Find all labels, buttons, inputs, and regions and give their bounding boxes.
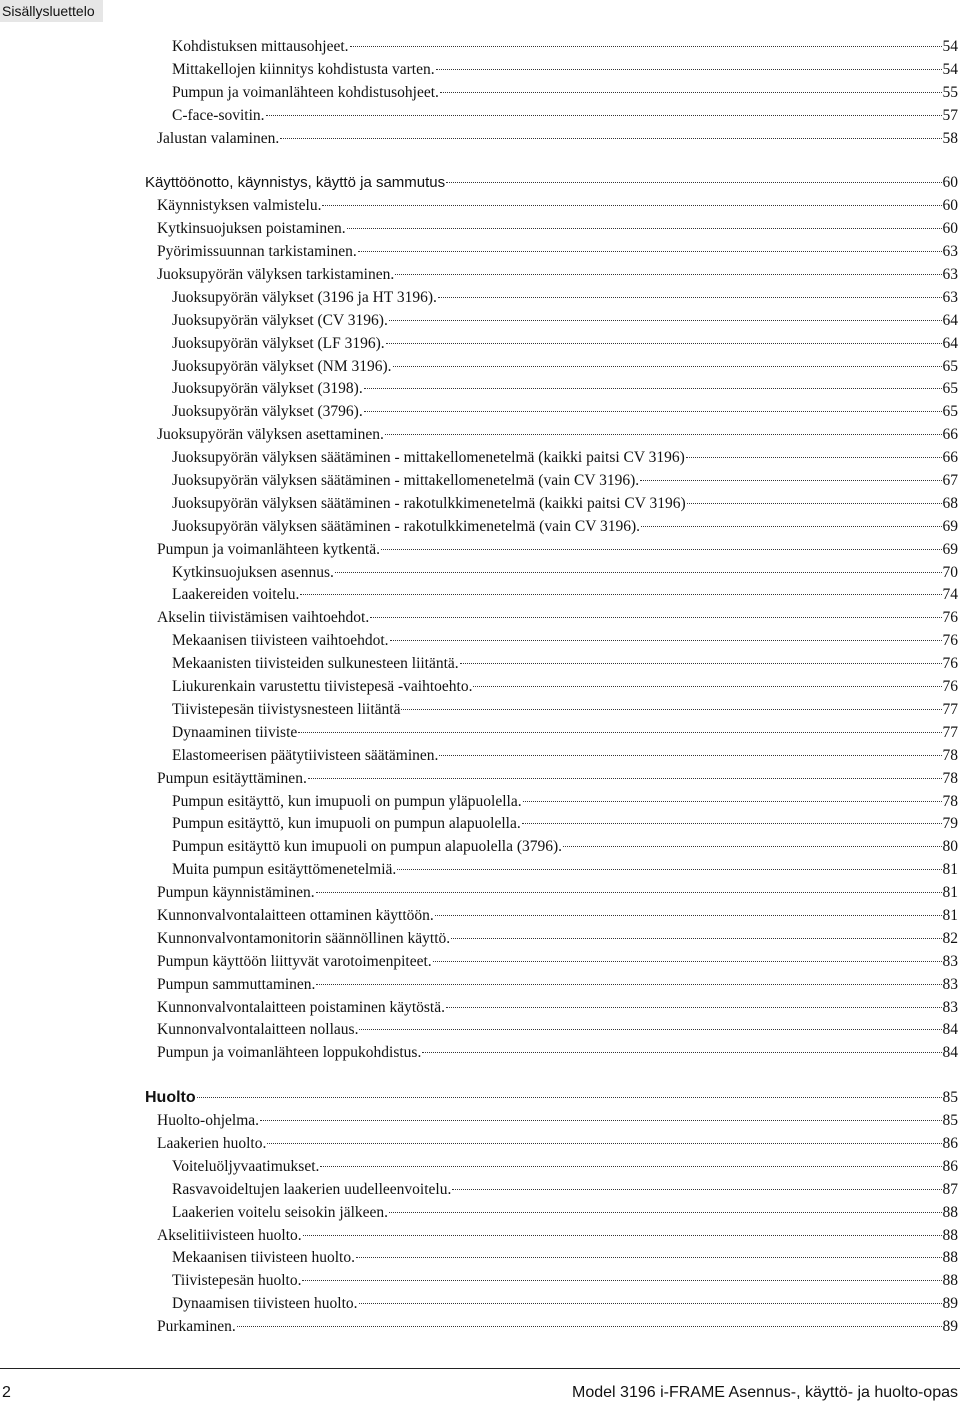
section-header bbox=[0, 0, 103, 22]
toc-entry-title: Käyttöönotto, käynnistys, käyttö ja sammutus bbox=[145, 174, 446, 192]
toc-entry-title: Jalustan valaminen. bbox=[157, 129, 280, 147]
toc-entry-page: 80 bbox=[942, 838, 958, 856]
dot-leader bbox=[439, 755, 941, 756]
dot-leader bbox=[451, 938, 941, 939]
toc-entry-page: 63 bbox=[942, 243, 958, 261]
toc-entry-page: 76 bbox=[942, 655, 958, 673]
dot-leader bbox=[335, 572, 942, 573]
toc-entry-title: Pumpun sammuttaminen. bbox=[157, 975, 316, 993]
toc-entry[interactable] bbox=[0, 607, 960, 630]
dot-leader bbox=[300, 594, 941, 595]
toc-entry-title: Dynaamisen tiivisteen huolto. bbox=[172, 1295, 358, 1313]
dot-leader bbox=[303, 1235, 942, 1236]
dot-leader bbox=[473, 686, 941, 687]
toc-entry[interactable] bbox=[0, 1133, 960, 1156]
toc-entry[interactable] bbox=[0, 105, 960, 128]
dot-leader bbox=[316, 984, 941, 985]
toc-entry-title: Juoksupyörän välykset (CV 3196). bbox=[172, 311, 388, 329]
toc-entry[interactable] bbox=[0, 218, 960, 241]
toc-entry[interactable] bbox=[0, 356, 960, 379]
toc-entry-title: Mekaanisen tiivisteen huolto. bbox=[172, 1249, 355, 1267]
toc-entry-title: Käynnistyksen valmistelu. bbox=[157, 197, 322, 215]
toc-entry-page: 84 bbox=[942, 1021, 958, 1039]
toc-entry-page: 70 bbox=[942, 563, 958, 581]
dot-leader bbox=[267, 1143, 941, 1144]
dot-leader bbox=[435, 915, 942, 916]
toc-entry-title: Kytkinsuojuksen poistaminen. bbox=[157, 220, 346, 238]
dot-leader bbox=[266, 115, 942, 116]
toc-entry-title: Kunnonvalvontalaitteen ottaminen käyttöön. bbox=[157, 906, 434, 924]
dot-leader bbox=[320, 1166, 941, 1167]
toc-entry-title: Huolto bbox=[145, 1089, 196, 1107]
toc-entry-page: 74 bbox=[942, 586, 958, 604]
toc-entry-page: 68 bbox=[942, 494, 958, 512]
toc-entry-page: 60 bbox=[942, 197, 958, 215]
dot-leader bbox=[433, 961, 942, 962]
dot-leader bbox=[395, 274, 941, 275]
toc-entry-title: Pumpun käynnistäminen. bbox=[157, 884, 315, 902]
toc-entry[interactable] bbox=[0, 1270, 960, 1293]
toc-entry-page: 76 bbox=[942, 609, 958, 627]
toc-entry-title: Juoksupyörän välykset (NM 3196). bbox=[172, 357, 392, 375]
toc-entry[interactable] bbox=[0, 653, 960, 676]
toc-entry-page: 79 bbox=[942, 815, 958, 833]
toc-entry[interactable] bbox=[0, 1110, 960, 1133]
dot-leader bbox=[436, 69, 942, 70]
toc-entry-title: Pumpun ja voimanlähteen kytkentä. bbox=[157, 540, 380, 558]
dot-leader bbox=[386, 343, 942, 344]
toc-entry[interactable] bbox=[0, 836, 960, 859]
dot-leader bbox=[438, 297, 942, 298]
toc-entry-title: Kytkinsuojuksen asennus. bbox=[172, 563, 334, 581]
toc-entry-page: 66 bbox=[942, 426, 958, 444]
toc-entry-page: 88 bbox=[942, 1249, 958, 1267]
toc-entry-page: 81 bbox=[942, 906, 958, 924]
toc-entry[interactable] bbox=[0, 264, 960, 287]
toc-entry-title: C-face-sovitin. bbox=[172, 106, 265, 124]
toc-entry-page: 69 bbox=[942, 517, 958, 535]
dot-leader bbox=[316, 892, 942, 893]
dot-leader bbox=[440, 92, 942, 93]
toc-entry-title: Juoksupyörän välyksen säätäminen - rakotulkkimenetelmä (kaikki paitsi CV 3196) bbox=[172, 494, 686, 512]
toc-entry[interactable] bbox=[0, 1156, 960, 1179]
dot-leader bbox=[364, 388, 942, 389]
toc-entry-title: Juoksupyörän välyksen asettaminen. bbox=[157, 426, 384, 444]
toc-entry-title: Laakereiden voitelu. bbox=[172, 586, 300, 604]
toc-entry-title: Laakerien voitelu seisokin jälkeen. bbox=[172, 1203, 389, 1221]
dot-leader bbox=[460, 663, 942, 664]
toc-entry-page: 86 bbox=[942, 1134, 958, 1152]
footer-divider bbox=[0, 1368, 960, 1369]
toc-entry-title: Akselin tiivistämisen vaihtoehdot. bbox=[157, 609, 370, 627]
toc-entry-page: 54 bbox=[942, 60, 958, 78]
toc-entry[interactable] bbox=[0, 310, 960, 333]
toc-entry-page: 89 bbox=[942, 1295, 958, 1313]
dot-leader bbox=[358, 251, 942, 252]
toc-entry-page: 85 bbox=[942, 1089, 958, 1107]
toc-entry-page: 76 bbox=[942, 632, 958, 650]
dot-leader bbox=[452, 1189, 941, 1190]
toc-entry-page: 88 bbox=[942, 1272, 958, 1290]
toc-entry[interactable] bbox=[0, 59, 960, 82]
toc-entry-title: Pumpun ja voimanlähteen loppukohdistus. bbox=[157, 1044, 422, 1062]
dot-leader bbox=[356, 1257, 942, 1258]
toc-entry[interactable] bbox=[0, 172, 960, 195]
dot-leader bbox=[237, 1326, 942, 1327]
dot-leader bbox=[359, 1029, 941, 1030]
toc-entry-page: 78 bbox=[942, 769, 958, 787]
toc-entry[interactable] bbox=[0, 1042, 960, 1065]
toc-entry-title: Pumpun esitäyttö, kun imupuoli on pumpun yläpuolella. bbox=[172, 792, 522, 810]
toc-entry-page: 88 bbox=[942, 1203, 958, 1221]
dot-leader bbox=[397, 869, 941, 870]
toc-entry-title: Muita pumpun esitäyttömenetelmiä. bbox=[172, 861, 397, 879]
toc-entry[interactable] bbox=[0, 401, 960, 424]
toc-entry[interactable] bbox=[0, 1247, 960, 1270]
toc-entry-title: Dynaaminen tiiviste bbox=[172, 723, 298, 741]
toc-entry-page: 77 bbox=[942, 723, 958, 741]
toc-entry[interactable] bbox=[0, 36, 960, 59]
toc-entry-title: Juoksupyörän välykset (3196 ja HT 3196). bbox=[172, 288, 437, 306]
dot-leader bbox=[401, 709, 941, 710]
toc-entry-title: Juoksupyörän välyksen säätäminen - rakotulkkimenetelmä (vain CV 3196). bbox=[172, 517, 641, 535]
toc-entry[interactable] bbox=[0, 813, 960, 836]
dot-leader bbox=[280, 138, 941, 139]
dot-leader bbox=[385, 434, 942, 435]
toc-entry-title: Pyörimissuunnan tarkistaminen. bbox=[157, 243, 357, 261]
toc-entry[interactable] bbox=[0, 82, 960, 105]
dot-leader bbox=[389, 1212, 941, 1213]
toc-entry-page: 64 bbox=[942, 334, 958, 352]
dot-leader bbox=[640, 480, 941, 481]
dot-leader bbox=[298, 732, 941, 733]
toc-entry-page: 57 bbox=[942, 106, 958, 124]
toc-entry[interactable] bbox=[0, 539, 960, 562]
toc-entry[interactable] bbox=[0, 997, 960, 1020]
dot-leader bbox=[389, 320, 942, 321]
toc-entry[interactable] bbox=[0, 424, 960, 447]
dot-leader bbox=[446, 1007, 942, 1008]
dot-leader bbox=[322, 205, 941, 206]
dot-leader bbox=[641, 526, 941, 527]
dot-leader bbox=[686, 457, 942, 458]
dot-leader bbox=[563, 846, 941, 847]
toc-entry[interactable] bbox=[0, 470, 960, 493]
toc-entry-title: Voiteluöljyvaatimukset. bbox=[172, 1157, 320, 1175]
footer-page-number: 2 bbox=[2, 1384, 11, 1401]
toc-entry-page: 77 bbox=[942, 700, 958, 718]
toc-entry-title: Kunnonvalvontalaitteen nollaus. bbox=[157, 1021, 359, 1039]
toc-entry-title: Pumpun esitäyttäminen. bbox=[157, 769, 307, 787]
toc-entry[interactable] bbox=[0, 1293, 960, 1316]
toc-entry-page: 65 bbox=[942, 357, 958, 375]
toc-entry-title: Juoksupyörän välykset (3198). bbox=[172, 380, 363, 398]
toc-entry-page: 78 bbox=[942, 792, 958, 810]
toc-entry[interactable] bbox=[0, 128, 960, 151]
dot-leader bbox=[370, 617, 941, 618]
dot-leader bbox=[390, 640, 942, 641]
toc-entry-page: 55 bbox=[942, 83, 958, 101]
toc-entry-title: Juoksupyörän välykset (3796). bbox=[172, 403, 363, 421]
section-title: Sisällysluettelo bbox=[2, 3, 95, 19]
toc-entry-title: Kunnonvalvontamonitorin säännöllinen käyttö. bbox=[157, 929, 451, 947]
dot-leader bbox=[359, 1303, 942, 1304]
toc-entry-title: Liukurenkain varustettu tiivistepesä -vaihtoehto. bbox=[172, 678, 473, 696]
toc-entry-page: 88 bbox=[942, 1226, 958, 1244]
toc-entry-page: 86 bbox=[942, 1157, 958, 1175]
toc-entry[interactable] bbox=[0, 745, 960, 768]
toc-entry-page: 81 bbox=[942, 884, 958, 902]
dot-leader bbox=[347, 228, 942, 229]
toc-entry[interactable] bbox=[0, 378, 960, 401]
toc-entry[interactable] bbox=[0, 287, 960, 310]
toc-entry[interactable] bbox=[0, 722, 960, 745]
toc-entry[interactable] bbox=[0, 1087, 960, 1110]
toc-entry-page: 63 bbox=[942, 266, 958, 284]
toc-entry-page: 60 bbox=[942, 174, 958, 192]
toc-entry-page: 84 bbox=[942, 1044, 958, 1062]
toc-entry-title: Juoksupyörän välyksen tarkistaminen. bbox=[157, 266, 395, 284]
toc-entry-page: 83 bbox=[942, 975, 958, 993]
dot-leader bbox=[687, 503, 942, 504]
toc-entry[interactable] bbox=[0, 562, 960, 585]
dot-leader bbox=[260, 1120, 941, 1121]
toc-entry-title: Huolto-ohjelma. bbox=[157, 1112, 260, 1130]
dot-leader bbox=[393, 366, 942, 367]
toc-entry-page: 60 bbox=[942, 220, 958, 238]
toc-entry[interactable] bbox=[0, 1225, 960, 1248]
toc-entry-title: Kunnonvalvontalaitteen poistaminen käytöstä. bbox=[157, 998, 445, 1016]
toc-entry-title: Akselitiivisteen huolto. bbox=[157, 1226, 302, 1244]
table-of-contents bbox=[0, 36, 960, 1339]
toc-entry-title: Tiivistepesän huolto. bbox=[172, 1272, 302, 1290]
toc-entry-title: Juoksupyörän välykset (LF 3196). bbox=[172, 334, 385, 352]
toc-entry-page: 87 bbox=[942, 1180, 958, 1198]
toc-entry-page: 76 bbox=[942, 678, 958, 696]
toc-entry-page: 67 bbox=[942, 472, 958, 490]
toc-entry-title: Juoksupyörän välyksen säätäminen - mittakellomenetelmä (vain CV 3196). bbox=[172, 472, 640, 490]
toc-entry-page: 78 bbox=[942, 746, 958, 764]
dot-leader bbox=[446, 182, 941, 183]
toc-entry-title: Elastomeerisen päätytiivisteen säätäminen. bbox=[172, 746, 439, 764]
toc-entry-page: 63 bbox=[942, 288, 958, 306]
toc-entry-title: Pumpun esitäyttö kun imupuoli on pumpun alapuolella (3796). bbox=[172, 838, 563, 856]
toc-entry[interactable] bbox=[0, 859, 960, 882]
toc-entry[interactable] bbox=[0, 951, 960, 974]
toc-entry-title: Pumpun käyttöön liittyvät varotoimenpiteet. bbox=[157, 952, 432, 970]
toc-entry[interactable] bbox=[0, 584, 960, 607]
toc-entry-page: 64 bbox=[942, 311, 958, 329]
footer-document-title: Model 3196 i-FRAME Asennus-, käyttö- ja huolto-opas bbox=[572, 1384, 958, 1401]
dot-leader bbox=[522, 823, 942, 824]
toc-entry-title: Purkaminen. bbox=[157, 1318, 236, 1336]
toc-entry[interactable] bbox=[0, 630, 960, 653]
toc-entry-page: 83 bbox=[942, 952, 958, 970]
toc-entry[interactable] bbox=[0, 791, 960, 814]
toc-entry[interactable] bbox=[0, 1179, 960, 1202]
toc-entry[interactable] bbox=[0, 447, 960, 470]
toc-entry-title: Rasvavoideltujen laakerien uudelleenvoitelu. bbox=[172, 1180, 452, 1198]
toc-entry[interactable] bbox=[0, 333, 960, 356]
toc-entry[interactable] bbox=[0, 768, 960, 791]
toc-entry[interactable] bbox=[0, 882, 960, 905]
toc-entry-page: 89 bbox=[942, 1318, 958, 1336]
toc-entry[interactable] bbox=[0, 1019, 960, 1042]
toc-entry-title: Mittakellojen kiinnitys kohdistusta varten. bbox=[172, 60, 435, 78]
toc-entry[interactable] bbox=[0, 493, 960, 516]
toc-entry[interactable] bbox=[0, 974, 960, 997]
toc-entry[interactable] bbox=[0, 195, 960, 218]
toc-entry-page: 83 bbox=[942, 998, 958, 1016]
toc-entry-page: 85 bbox=[942, 1112, 958, 1130]
toc-entry-title: Laakerien huolto. bbox=[157, 1134, 267, 1152]
toc-entry-page: 82 bbox=[942, 929, 958, 947]
toc-entry[interactable] bbox=[0, 699, 960, 722]
toc-entry[interactable] bbox=[0, 516, 960, 539]
toc-entry-title: Pumpun esitäyttö, kun imupuoli on pumpun alapuolella. bbox=[172, 815, 521, 833]
toc-entry[interactable] bbox=[0, 1202, 960, 1225]
toc-entry-page: 81 bbox=[942, 861, 958, 879]
toc-entry[interactable] bbox=[0, 928, 960, 951]
toc-entry[interactable] bbox=[0, 241, 960, 264]
dot-leader bbox=[350, 46, 942, 47]
toc-entry[interactable] bbox=[0, 905, 960, 928]
dot-leader bbox=[197, 1097, 942, 1098]
toc-entry-title: Pumpun ja voimanlähteen kohdistusohjeet. bbox=[172, 83, 439, 101]
dot-leader bbox=[422, 1052, 941, 1053]
toc-entry-page: 65 bbox=[942, 380, 958, 398]
dot-leader bbox=[523, 801, 942, 802]
toc-entry-title: Kohdistuksen mittausohjeet. bbox=[172, 38, 349, 55]
dot-leader bbox=[302, 1280, 941, 1281]
toc-entry-title: Mekaanisen tiivisteen vaihtoehdot. bbox=[172, 632, 389, 650]
toc-entry[interactable] bbox=[0, 676, 960, 699]
toc-entry-title: Mekaanisten tiivisteiden sulkunesteen liitäntä. bbox=[172, 655, 459, 673]
toc-entry-page: 66 bbox=[942, 449, 958, 467]
dot-leader bbox=[308, 778, 942, 779]
toc-entry-title: Tiivistepesän tiivistysnesteen liitäntä bbox=[172, 700, 401, 718]
toc-entry-title: Juoksupyörän välyksen säätäminen - mittakellomenetelmä (kaikki paitsi CV 3196) bbox=[172, 449, 685, 467]
toc-entry-page: 69 bbox=[942, 540, 958, 558]
dot-leader bbox=[381, 549, 942, 550]
toc-entry-page: 54 bbox=[942, 38, 958, 55]
toc-entry-page: 65 bbox=[942, 403, 958, 421]
toc-entry[interactable] bbox=[0, 1316, 960, 1339]
dot-leader bbox=[364, 411, 942, 412]
toc-entry-page: 58 bbox=[942, 129, 958, 147]
